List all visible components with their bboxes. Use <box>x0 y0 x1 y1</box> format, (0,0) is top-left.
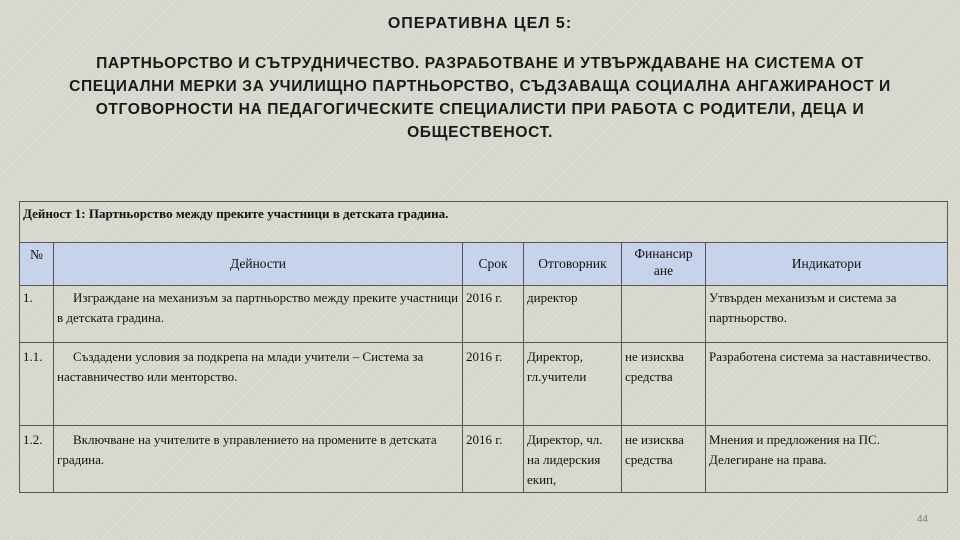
cell-indicator: Утвърден механизъм и система за партньорство. <box>706 286 948 343</box>
cell-indicator: Мнения и предложения на ПС. Делегиране на права. <box>706 426 948 493</box>
cell-action: Изграждане на механизъм за партньорство между преките участници в детската градина. <box>54 286 463 343</box>
cell-term: 2016 г. <box>463 426 524 493</box>
slide-subtitle: ПАРТНЬОРСТВО И СЪТРУДНИЧЕСТВО. РАЗРАБОТВАНЕ И УТВЪРЖДАВАНЕ НА СИСТЕМА ОТ СПЕЦИАЛНИ МЕРКИ ЗА УЧИЛИЩНО ПАРТНЬОРСТВО, СЪДЗАВАЩА СОЦИАЛНА АНГАЖИРАНОСТ И ОТГОВОРНОСТИ НА ПЕДАГОГИЧЕСКИТЕ СПЕЦИАЛИСТИ ПРИ РАБОТА С РОДИТЕЛИ, ДЕЦА И ОБЩЕСТВЕНОСТ. <box>69 55 891 141</box>
cell-responsible: директор <box>524 286 622 343</box>
cell-financing <box>622 286 706 343</box>
cell-num: 1. <box>20 286 54 343</box>
cell-responsible: Директор, гл.учители <box>524 343 622 426</box>
activity-heading: Дейност 1: Партньорство между преките участници в детската градина. <box>20 202 948 243</box>
header-responsible: Отговорник <box>524 243 622 286</box>
activity-table <box>19 201 948 493</box>
table-row <box>20 426 948 493</box>
cell-financing: не изисква средства <box>622 426 706 493</box>
cell-responsible: Директор, чл. на лидерския екип, <box>524 426 622 493</box>
cell-num: 1.2. <box>20 426 54 493</box>
header-indicators: Индикатори <box>706 243 948 286</box>
header-term: Срок <box>463 243 524 286</box>
header-num: № <box>20 243 54 286</box>
cell-financing: не изисква средства <box>622 343 706 426</box>
cell-action: Включване на учителите в управлението на промените в детската градина. <box>54 426 463 493</box>
slide-title: ОПЕРАТИВНА ЦЕЛ 5: <box>387 15 573 32</box>
table-row <box>20 343 948 426</box>
table-header-row <box>20 243 948 286</box>
cell-num: 1.1. <box>20 343 54 426</box>
activity-heading-row <box>20 202 948 243</box>
header-actions: Дейности <box>54 243 463 286</box>
page-number: 44 <box>917 514 929 525</box>
cell-indicator: Разработена система за наставничество. <box>706 343 948 426</box>
cell-term: 2016 г. <box>463 286 524 343</box>
cell-term: 2016 г. <box>463 343 524 426</box>
table-row <box>20 286 948 343</box>
cell-action: Създадени условия за подкрепа на млади учители – Система за наставничество или менторство. <box>54 343 463 426</box>
header-financing: Финансир ане <box>622 243 706 286</box>
